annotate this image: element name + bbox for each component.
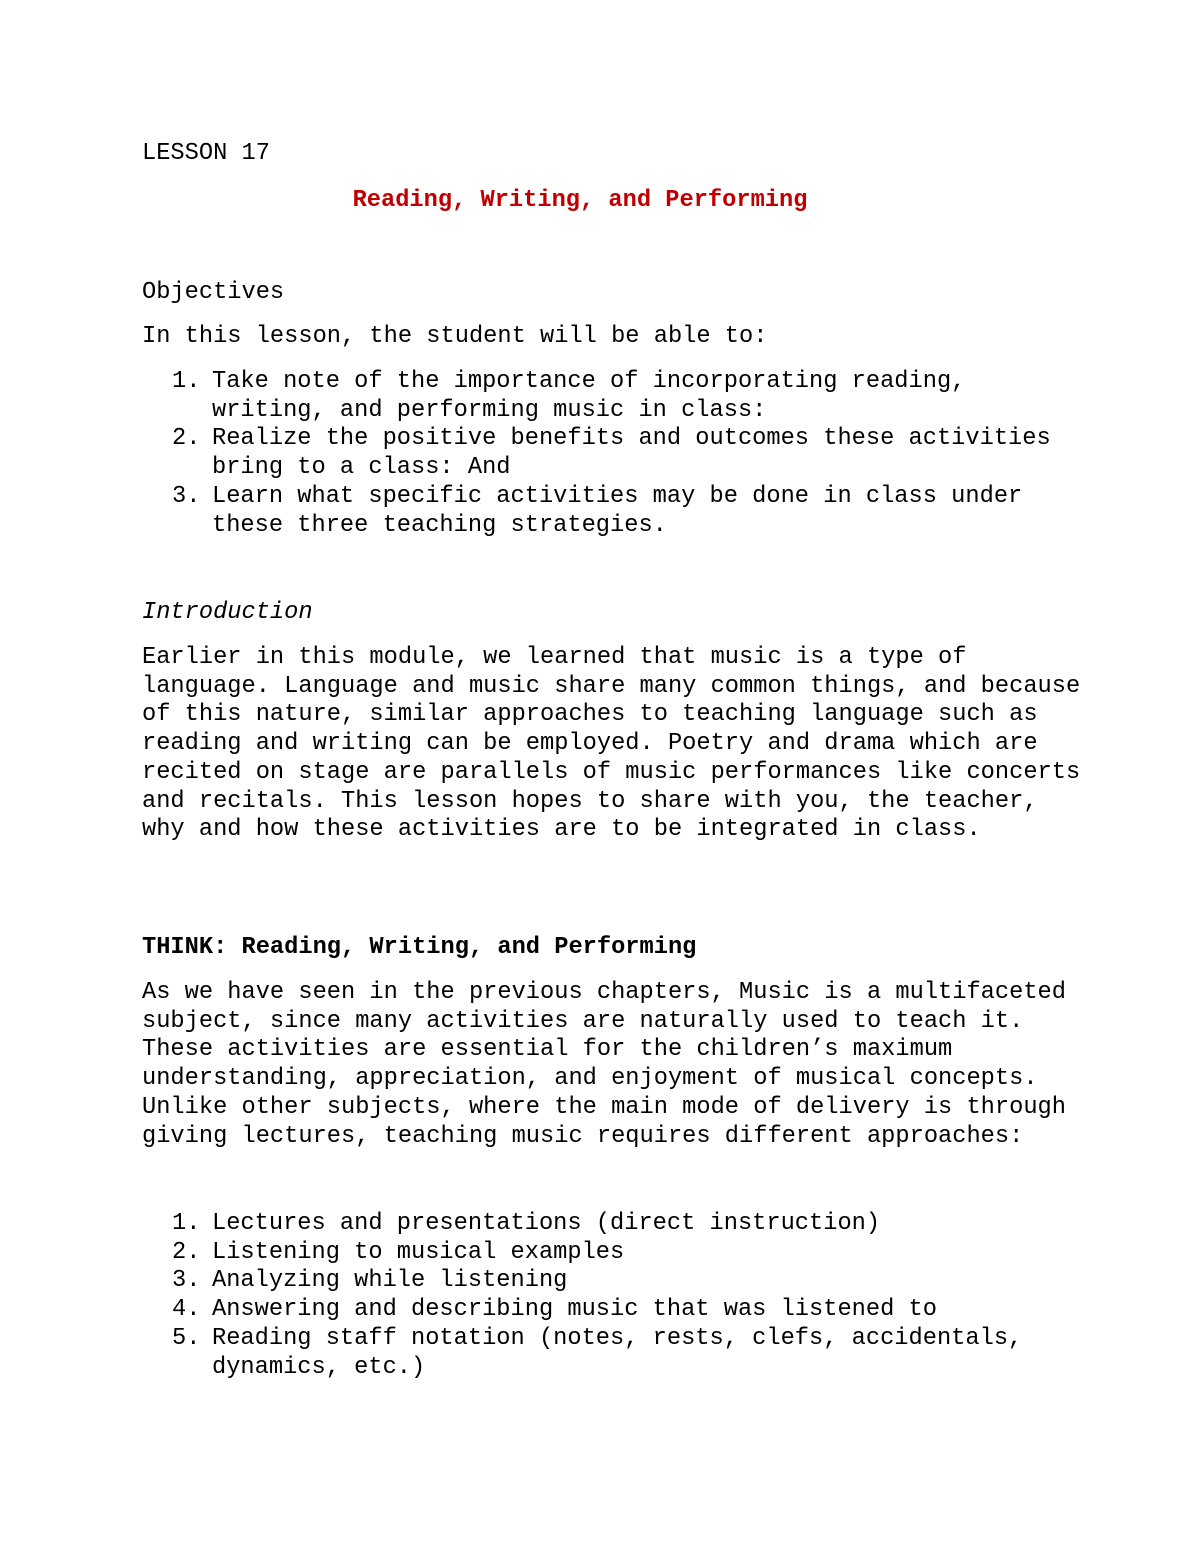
introduction-paragraph: Earlier in this module, we learned that music is a type of language. Language and music share many common things, and because of this nature, similar approaches to teaching language such as reading and writing can be employed. Poetry and drama which are recited on stage are parallels of music performances like concerts and recitals. This lesson hopes to share with you, the teacher, why and how these activities are to be integrated in class. [142, 644, 1081, 844]
list-item-text: Learn what specific activities may be done in class under these three teaching strategies. [212, 482, 1023, 539]
list-item [142, 1210, 1082, 1239]
approaches-list [142, 1210, 1082, 1382]
lesson-label: LESSON 17 [142, 140, 270, 167]
list-number: 4. [172, 1296, 201, 1324]
list-number: 1. [172, 368, 201, 395]
think-heading: THINK: Reading, Writing, and Performing [142, 934, 697, 961]
list-item [142, 425, 1082, 482]
list-item-text: Take note of the importance of incorporating reading, writing, and performing music in class: [212, 368, 966, 424]
list-item-text: Lectures and presentations (direct instruction) [212, 1210, 881, 1237]
list-number: 2. [172, 425, 201, 453]
list-item-text: Answering and describing music that was listened to [212, 1296, 937, 1324]
list-number: 1. [172, 1210, 201, 1237]
list-item [142, 1239, 1082, 1268]
list-number: 3. [172, 1267, 201, 1295]
objectives-heading: Objectives [142, 279, 285, 306]
page-title: Reading, Writing, and Performing [352, 187, 808, 214]
objectives-list [142, 368, 1082, 540]
list-number: 2. [172, 1238, 201, 1266]
list-number: 5. [172, 1324, 201, 1352]
objectives-intro: In this lesson, the student will be able to: [142, 323, 768, 350]
list-item [142, 1296, 1082, 1325]
list-item [142, 1267, 1082, 1296]
list-item-text: Realize the positive benefits and outcomes these activities bring to a class: And [212, 425, 1051, 482]
list-item-text: Analyzing while listening [212, 1267, 568, 1295]
introduction-heading: Introduction [142, 599, 313, 626]
list-item-text: Listening to musical examples [212, 1238, 625, 1266]
list-item-text: Reading staff notation (notes, rests, clefs, accidentals, dynamics, etc.) [212, 1324, 1023, 1381]
list-item [142, 1325, 1082, 1382]
list-item [142, 483, 1082, 540]
think-paragraph: As we have seen in the previous chapters, Music is a multifaceted subject, since many activities are naturally used to teach it. These activities are essential for the children’s maximum understanding, appreciation, and enjoyment of musical concepts. Unlike other subjects, where the main mode of delivery is through giving lectures, teaching music requires different approaches: [142, 979, 1066, 1150]
list-item [142, 368, 1082, 425]
list-number: 3. [172, 482, 201, 510]
